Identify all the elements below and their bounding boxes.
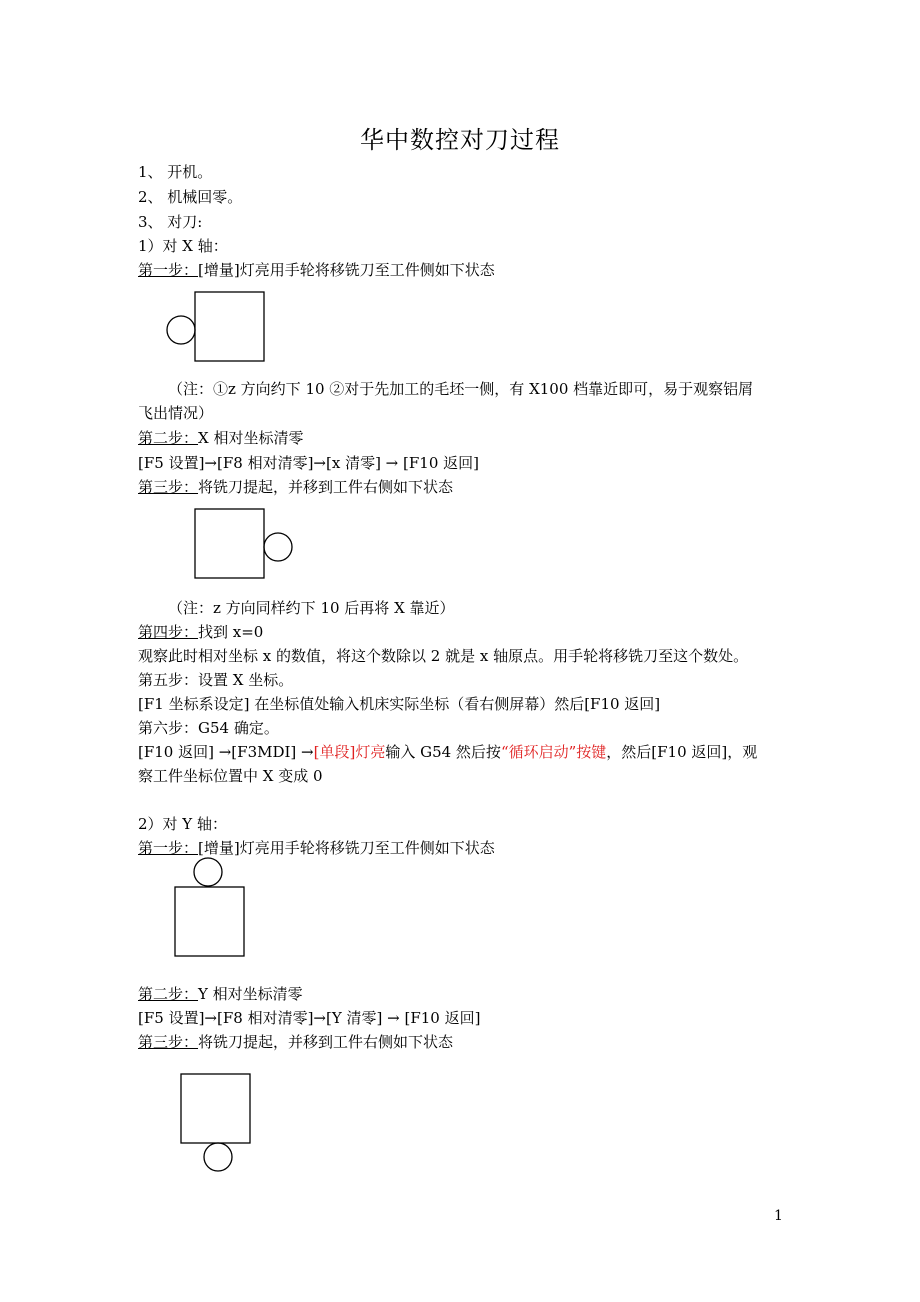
x-step2-text: X 相对坐标清零 xyxy=(198,429,304,447)
x-step3-text: 将铣刀提起，并移到工件右侧如下状态 xyxy=(198,478,454,496)
step-3: 3、 对刀: xyxy=(138,213,203,231)
x-step6: 第六步：G54 确定。 xyxy=(138,719,279,737)
y-step3-label: 第三步： xyxy=(138,1033,199,1051)
y-step2-keys: [F5 设置]→[F8 相对清零]→[Y 清零] → [F10 返回] xyxy=(138,1009,481,1027)
y-step2-label: 第二步： xyxy=(138,985,199,1003)
figure-x-left xyxy=(160,286,280,368)
workpiece-square xyxy=(195,292,264,361)
y-step1-label: 第一步： xyxy=(138,839,199,857)
x-step1-text: [增量]灯亮用手轮将移铣刀至工件侧如下状态 xyxy=(198,261,495,279)
x-step4-desc: 观察此时相对坐标 x 的数值，将这个数除以 2 就是 x 轴原点。用手轮将移铣刀至这个数处。 xyxy=(138,647,749,665)
x-step6-cont: 察工件坐标位置中 X 变成 0 xyxy=(138,767,323,785)
x-step3 xyxy=(138,475,788,499)
y-axis-heading: 2）对 Y 轴： xyxy=(138,815,227,833)
x-step1-label: 第一步： xyxy=(138,261,199,279)
x-step2 xyxy=(138,426,788,450)
x-note1: （注：①z 方向约下 10 ②对于先加工的毛坯一侧，有 X100 档靠近即可，易于观察铝屑 xyxy=(168,380,754,398)
x-step6-red1: [单段]灯亮 xyxy=(313,743,386,761)
y-step2-text: Y 相对坐标清零 xyxy=(198,985,303,1003)
step-2: 2、 机械回零。 xyxy=(138,188,243,206)
x-step5: 第五步：设置 X 坐标。 xyxy=(138,671,294,689)
x-step1 xyxy=(138,258,788,282)
cutter-circle xyxy=(264,533,292,561)
y-step3 xyxy=(138,1030,788,1054)
x-step5-keys: [F1 坐标系设定] 在坐标值处输入机床实际坐标（看右侧屏幕）然后[F10 返回] xyxy=(138,695,661,713)
x-step6-keys xyxy=(138,740,788,764)
x-step4 xyxy=(138,620,788,644)
x-step4-label: 第四步： xyxy=(138,623,199,641)
page-number: 1 xyxy=(774,1208,783,1224)
y-step3-text: 将铣刀提起，并移到工件右侧如下状态 xyxy=(198,1033,454,1051)
x-step6-c: ，然后[F10 返回]，观 xyxy=(606,743,758,761)
x-step4-text: 找到 x=0 xyxy=(198,623,264,641)
cutter-circle xyxy=(194,858,222,886)
cutter-circle xyxy=(204,1143,232,1171)
figure-y-bottom xyxy=(175,1068,261,1174)
x-step6-a: [F10 返回] →[F3MDI] → xyxy=(138,743,314,761)
figure-x-right xyxy=(190,503,300,585)
y-step2 xyxy=(138,982,788,1006)
page-title: 华中数控对刀过程 xyxy=(360,126,560,154)
workpiece-square xyxy=(195,509,264,578)
x-note2: （注：z 方向同样约下 10 后再将 X 靠近） xyxy=(168,599,455,617)
x-step2-label: 第二步： xyxy=(138,429,199,447)
x-step3-label: 第三步： xyxy=(138,478,199,496)
x-step6-red2: “循环启动”按键 xyxy=(500,743,607,761)
cutter-circle xyxy=(167,316,195,344)
step-1: 1、 开机。 xyxy=(138,163,213,181)
x-axis-heading: 1）对 X 轴： xyxy=(138,237,228,255)
y-step1-text: [增量]灯亮用手轮将移铣刀至工件侧如下状态 xyxy=(198,839,495,857)
x-step2-keys: [F5 设置]→[F8 相对清零]→[x 清零] → [F10 返回] xyxy=(138,454,479,472)
workpiece-square xyxy=(175,887,244,956)
x-note1-cont: 飞出情况） xyxy=(138,404,214,422)
figure-y-top xyxy=(168,855,254,961)
workpiece-square xyxy=(181,1074,250,1143)
x-step6-b: 输入 G54 然后按 xyxy=(385,743,501,761)
